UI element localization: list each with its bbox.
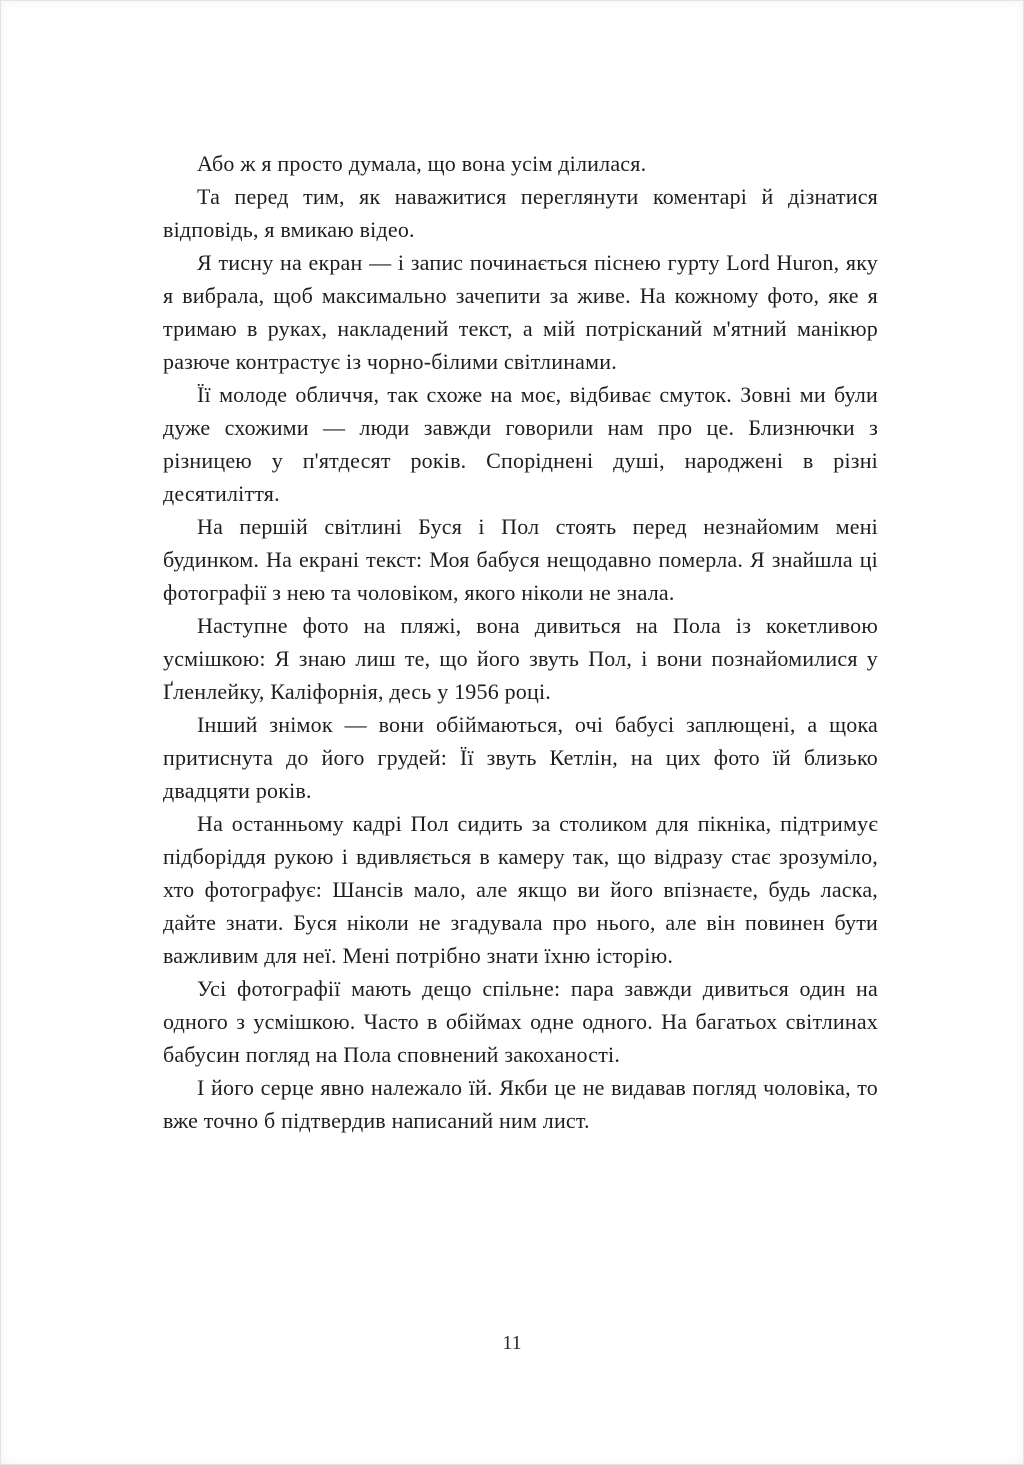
paragraph: І його серце явно належало їй. Якби це не видавав погляд чоловіка, то вже точно б підтвердив написаний ним лист. xyxy=(163,1075,878,1133)
paragraph: Наступне фото на пляжі, вона дивиться на Пола із кокетливою усмішкою: Я знаю лиш те, що його звуть Пол, і вони познайомилися у Ґленлейку, Каліфорнія, десь у 1956 році. xyxy=(163,613,878,704)
page-text xyxy=(163,147,878,1137)
paragraph: На останньому кадрі Пол сидить за столиком для пікніка, підтримує підборіддя рукою і вдивляється в камеру так, що відразу стає зрозуміло, хто фотографує: Шансів мало, але якщо ви його впізнаєте, будь ласка, дайте знати. Буся ніколи не згадувала про нього, але він повинен бути важливим для неї. Мені потрібно знати їхню історію. xyxy=(163,811,878,968)
paragraph: Або ж я просто думала, що вона усім ділилася. xyxy=(197,151,647,176)
paragraph: На першій світлині Буся і Пол стоять перед незнайомим мені будинком. На екрані текст: Моя бабуся нещодавно померла. Я знайшла ці фотографії з нею та чоловіком, якого ніколи не знала. xyxy=(163,514,878,605)
paragraph: Інший знімок — вони обіймаються, очі бабусі заплющені, а щока притиснута до його грудей: Її звуть Кетлін, на цих фото їй близько двадцяти років. xyxy=(163,712,878,803)
paragraph: Та перед тим, як наважитися переглянути коментарі й дізнатися відповідь, я вмикаю відео. xyxy=(163,184,878,242)
paragraph: Усі фотографії мають дещо спільне: пара завжди дивиться один на одного з усмішкою. Часто в обіймах одне одного. На багатьох світлинах бабусин погляд на Пола сповнений закоханості. xyxy=(163,976,878,1067)
page-number: 11 xyxy=(502,1332,522,1354)
paragraph: Її молоде обличчя, так схоже на моє, відбиває смуток. Зовні ми були дуже схожими — люди завжди говорили нам про це. Близнючки з різницею у п'ятдесят років. Споріднені душі, народжені в різні десятиліття. xyxy=(163,382,878,506)
paragraph: Я тисну на екран — і запис починається піснею гурту Lord Huron, яку я вибрала, щоб максимально зачепити за живе. На кожному фото, яке я тримаю в руках, накладений текст, а мій потрісканий м'ятний манікюр разюче контрастує із чорно-білими світлинами. xyxy=(163,250,878,374)
